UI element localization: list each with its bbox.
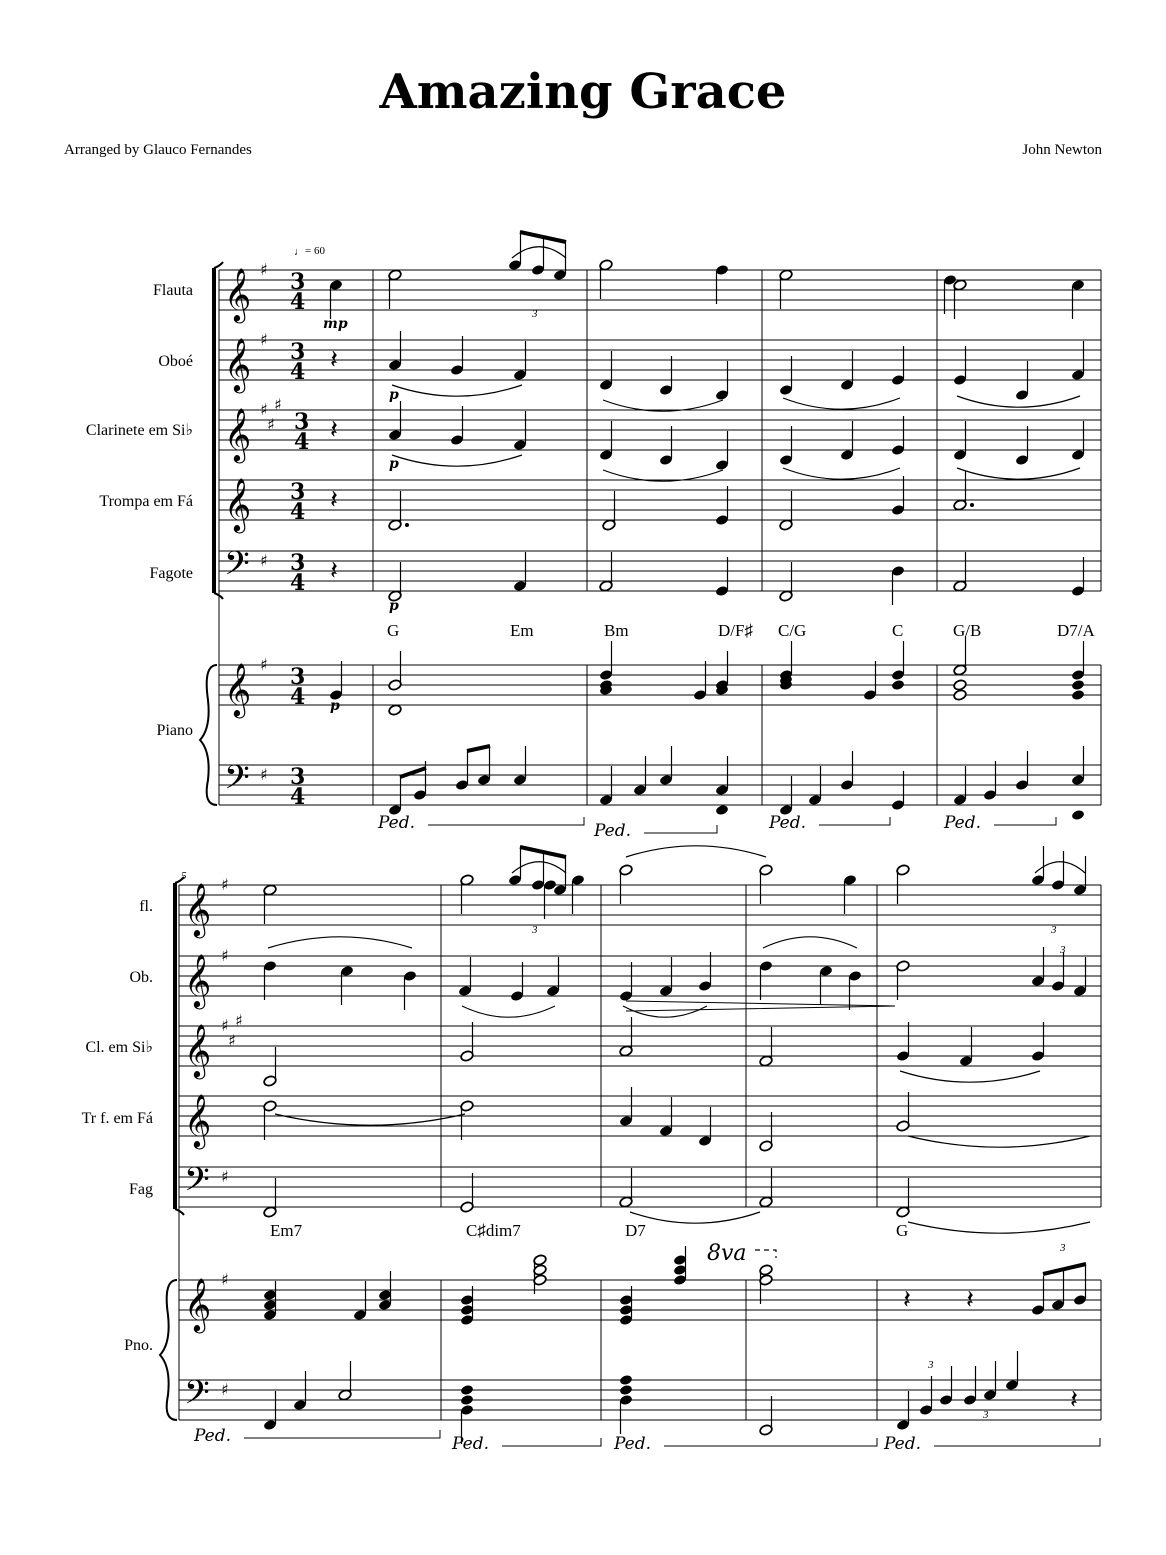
note-head bbox=[1071, 689, 1085, 701]
note-head bbox=[619, 1384, 633, 1396]
pedal-line bbox=[664, 1438, 877, 1446]
key-signature-sharp: ♯ bbox=[235, 1011, 243, 1030]
time-signature-top: 3 bbox=[290, 339, 306, 365]
note-head bbox=[715, 804, 729, 816]
instrument-name-piano: Piano bbox=[156, 722, 193, 739]
beam bbox=[400, 768, 426, 777]
note-head bbox=[1071, 679, 1085, 691]
instrument-name-bassoon: Fagote bbox=[149, 565, 193, 582]
time-signature-bottom: 4 bbox=[290, 784, 306, 810]
slur bbox=[1035, 862, 1085, 873]
time-signature-bottom: 4 bbox=[290, 684, 306, 710]
note-head bbox=[891, 679, 905, 691]
pedal-line bbox=[934, 1438, 1100, 1446]
bass-clef: 𝄢 bbox=[184, 1161, 210, 1207]
composer-credit: John Newton bbox=[1022, 142, 1102, 158]
time-signature-bottom: 4 bbox=[290, 359, 306, 385]
chord-symbol: Em bbox=[510, 621, 534, 640]
time-signature-top: 3 bbox=[290, 269, 306, 295]
chord-symbol: C bbox=[892, 621, 904, 640]
dynamic-mark: p bbox=[389, 598, 399, 614]
key-signature-sharp: ♯ bbox=[221, 946, 229, 965]
treble-clef: 𝄞 bbox=[224, 407, 252, 461]
key-signature-sharp: ♯ bbox=[221, 1270, 229, 1289]
pedal-mark: Ped. bbox=[944, 813, 982, 833]
dot bbox=[405, 523, 409, 527]
treble-clef: 𝄞 bbox=[224, 477, 252, 531]
pedal-line bbox=[644, 825, 717, 833]
note-head bbox=[953, 689, 967, 701]
quarter-rest: 𝄽 bbox=[330, 345, 338, 375]
triplet-number: 3 bbox=[1060, 1242, 1066, 1254]
key-signature-sharp: ♯ bbox=[228, 1031, 236, 1050]
treble-clef: 𝄞 bbox=[184, 1277, 212, 1331]
quarter-rest: 𝄽 bbox=[966, 1285, 974, 1315]
measure-number: 5 bbox=[181, 870, 187, 882]
chord-symbol: Em7 bbox=[270, 1221, 303, 1240]
key-signature-sharp: ♯ bbox=[221, 1167, 229, 1186]
chord-symbol: Bm bbox=[604, 621, 629, 640]
chord-symbol: C♯dim7 bbox=[466, 1221, 521, 1240]
instrument-abbr-bassoon: Fag bbox=[129, 1181, 153, 1198]
slur bbox=[268, 937, 412, 948]
dynamic-mark: p bbox=[330, 698, 340, 714]
slur bbox=[908, 1136, 1090, 1147]
key-signature-sharp: ♯ bbox=[267, 415, 275, 434]
pedal-line bbox=[428, 817, 584, 825]
chord-symbol: G/B bbox=[953, 621, 982, 640]
treble-clef: 𝄞 bbox=[224, 662, 252, 716]
slur bbox=[783, 398, 900, 409]
instrument-abbr-horn: Tr f. em Fá bbox=[81, 1110, 153, 1127]
triplet-number: 3 bbox=[532, 924, 538, 936]
pedal-line bbox=[502, 1438, 601, 1446]
time-signature-top: 3 bbox=[290, 664, 306, 690]
treble-clef: 𝄞 bbox=[184, 1023, 212, 1077]
triplet-number: 3 bbox=[983, 1409, 989, 1421]
key-signature-sharp: ♯ bbox=[274, 395, 282, 414]
instrument-name-clarinet: Clarinete em Si♭ bbox=[85, 422, 193, 439]
pedal-mark: Ped. bbox=[884, 1434, 922, 1454]
key-signature-sharp: ♯ bbox=[221, 1380, 229, 1399]
triplet-number: 3 bbox=[1060, 944, 1066, 956]
chord-symbol: G bbox=[387, 621, 400, 640]
time-signature-top: 3 bbox=[294, 409, 310, 435]
score-title: Amazing Grace bbox=[379, 64, 787, 120]
slur bbox=[763, 937, 857, 948]
slur bbox=[908, 1222, 1090, 1233]
triplet-number: 3 bbox=[928, 1359, 934, 1371]
dynamic-mark: p bbox=[389, 387, 399, 403]
key-signature-sharp: ♯ bbox=[260, 765, 268, 784]
treble-clef: 𝄞 bbox=[184, 1093, 212, 1147]
time-signature-bottom: 4 bbox=[294, 429, 310, 455]
pedal-line bbox=[244, 1430, 440, 1438]
slur bbox=[900, 1071, 1040, 1082]
time-signature-bottom: 4 bbox=[290, 570, 306, 596]
note-head bbox=[460, 1384, 474, 1396]
pedal-mark: Ped. bbox=[194, 1426, 232, 1446]
note-head bbox=[460, 1394, 474, 1406]
slur bbox=[783, 468, 900, 479]
piano-brace bbox=[160, 1280, 177, 1420]
bass-clef: 𝄢 bbox=[184, 1374, 210, 1420]
instrument-abbr-flute: fl. bbox=[139, 898, 153, 915]
note-head bbox=[1071, 809, 1085, 821]
system-2 bbox=[160, 846, 1101, 1444]
quarter-rest: 𝄽 bbox=[330, 415, 338, 445]
treble-clef: 𝄞 bbox=[184, 882, 212, 936]
pedal-mark: Ped. bbox=[378, 813, 416, 833]
tempo-note: ♩ bbox=[294, 246, 305, 258]
time-signature-top: 3 bbox=[290, 479, 306, 505]
treble-clef: 𝄞 bbox=[224, 267, 252, 321]
beam bbox=[1043, 1264, 1086, 1274]
slur bbox=[392, 455, 522, 466]
slur bbox=[462, 1006, 555, 1017]
pedal-line bbox=[819, 817, 890, 825]
slur bbox=[392, 385, 522, 396]
time-signature-bottom: 4 bbox=[290, 289, 306, 315]
time-signature-top: 3 bbox=[290, 550, 306, 576]
instrument-name-horn: Trompa em Fá bbox=[99, 493, 193, 510]
chord-symbol: D7/A bbox=[1057, 621, 1095, 640]
bass-clef: 𝄢 bbox=[224, 759, 250, 805]
treble-clef: 𝄞 bbox=[224, 337, 252, 391]
tempo-marking: = 60 bbox=[305, 245, 325, 257]
triplet-number: 3 bbox=[1051, 924, 1057, 936]
note-head bbox=[619, 1374, 633, 1386]
pedal-mark: Ped. bbox=[452, 1434, 490, 1454]
quarter-rest: 𝄽 bbox=[903, 1285, 911, 1315]
pedal-mark: Ped. bbox=[594, 821, 632, 841]
key-signature-sharp: ♯ bbox=[260, 551, 268, 570]
arranger-credit: Arranged by Glauco Fernandes bbox=[64, 142, 252, 158]
instrument-abbr-oboe: Ob. bbox=[129, 969, 153, 986]
chord-symbol: C/G bbox=[778, 621, 807, 640]
dot bbox=[970, 503, 974, 507]
piano-brace bbox=[200, 665, 217, 805]
slur bbox=[623, 1006, 707, 1017]
key-signature-sharp: ♯ bbox=[221, 1016, 229, 1035]
chord-symbol: D/F♯ bbox=[718, 621, 753, 640]
instrument-abbr-piano: Pno. bbox=[124, 1337, 153, 1354]
treble-clef: 𝄞 bbox=[184, 953, 212, 1007]
ottava-mark: 8va bbox=[707, 1241, 747, 1266]
note-head bbox=[953, 679, 967, 691]
key-signature-sharp: ♯ bbox=[221, 875, 229, 894]
ottava-line bbox=[755, 1250, 776, 1258]
time-signature-bottom: 4 bbox=[290, 499, 306, 525]
pedal-line bbox=[994, 817, 1056, 825]
quarter-rest: 𝄽 bbox=[330, 556, 338, 586]
note-head bbox=[388, 704, 402, 716]
dynamic-mark: mp bbox=[323, 316, 348, 332]
key-signature-sharp: ♯ bbox=[260, 400, 268, 419]
quarter-rest: 𝄽 bbox=[1070, 1385, 1078, 1415]
beam bbox=[467, 746, 490, 751]
key-signature-sharp: ♯ bbox=[260, 655, 268, 674]
bass-clef: 𝄢 bbox=[224, 545, 250, 591]
chord-symbol: G bbox=[896, 1221, 909, 1240]
time-signature-top: 3 bbox=[290, 764, 306, 790]
bracket-hook bbox=[214, 262, 223, 268]
instrument-abbr-clarinet: Cl. em Si♭ bbox=[85, 1039, 153, 1056]
triplet-number: 3 bbox=[532, 308, 538, 320]
slur bbox=[630, 1212, 760, 1223]
instrument-name-oboe: Oboé bbox=[158, 353, 193, 370]
key-signature-sharp: ♯ bbox=[260, 260, 268, 279]
instrument-name-flute: Flauta bbox=[153, 282, 193, 299]
key-signature-sharp: ♯ bbox=[260, 330, 268, 349]
dynamic-mark: p bbox=[389, 456, 399, 472]
quarter-rest: 𝄽 bbox=[330, 485, 338, 515]
slur bbox=[957, 468, 1080, 479]
chord-symbol: D7 bbox=[625, 1221, 646, 1240]
pedal-mark: Ped. bbox=[614, 1434, 652, 1454]
slur bbox=[626, 846, 766, 857]
pedal-mark: Ped. bbox=[769, 813, 807, 833]
hairpin bbox=[626, 1001, 895, 1011]
